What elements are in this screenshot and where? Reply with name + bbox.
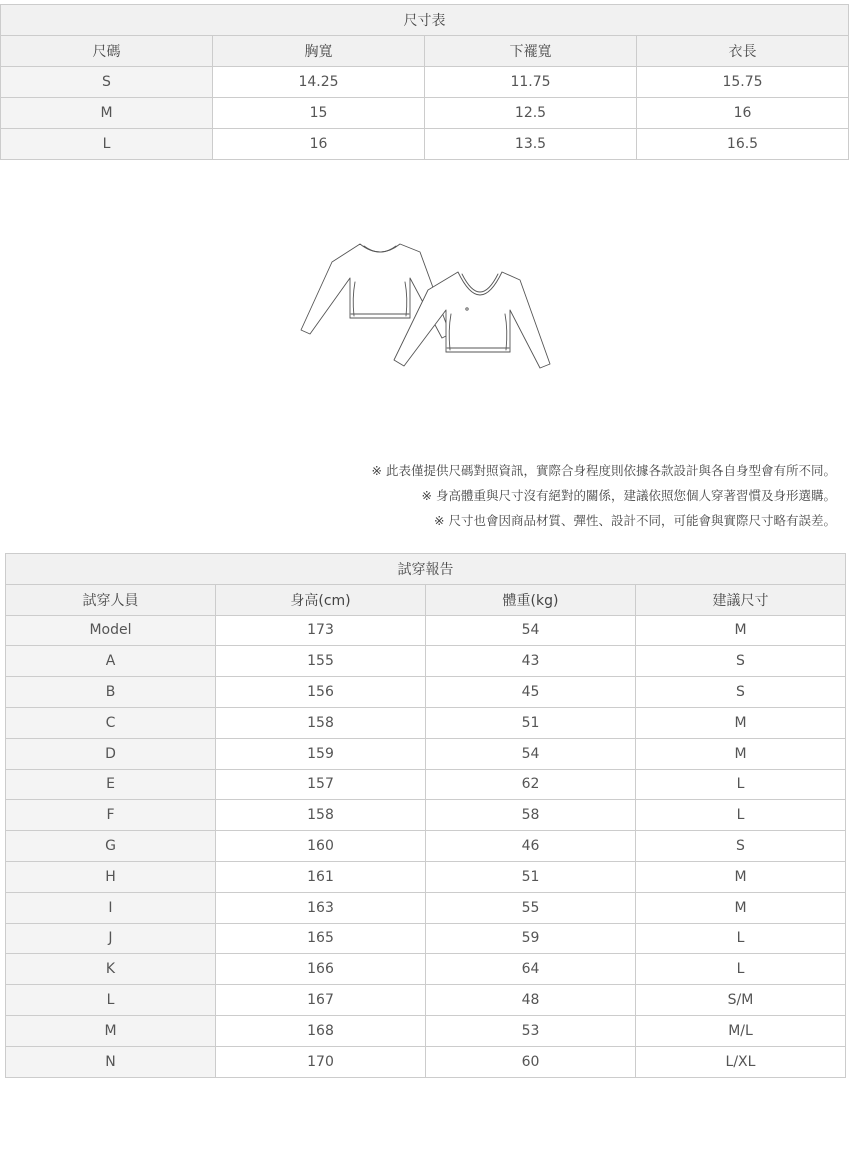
weight-cell: 55: [426, 892, 636, 923]
table-row: [6, 769, 846, 800]
tester-cell: H: [6, 861, 216, 892]
recommended-size-cell: S/M: [636, 985, 846, 1016]
length-cell: 15.75: [637, 67, 849, 98]
tester-cell: E: [6, 769, 216, 800]
length-cell: 16.5: [637, 129, 849, 160]
size-cell: M: [1, 98, 213, 129]
table-row: [6, 985, 846, 1016]
note-line: ※ 尺寸也會因商品材質、彈性、設計不同，可能會與實際尺寸略有誤差。: [434, 513, 836, 528]
table-row: [6, 677, 846, 708]
tester-cell: D: [6, 738, 216, 769]
table-row: [6, 954, 846, 985]
table-row: [1, 129, 849, 160]
recommended-size-cell: L: [636, 954, 846, 985]
recommended-size-cell: L/XL: [636, 1046, 846, 1077]
tester-cell: B: [6, 677, 216, 708]
tester-cell: G: [6, 831, 216, 862]
weight-cell: 64: [426, 954, 636, 985]
height-cell: 160: [216, 831, 426, 862]
tester-cell: Model: [6, 615, 216, 646]
height-cell: 161: [216, 861, 426, 892]
recommended-size-cell: S: [636, 677, 846, 708]
height-cell: 156: [216, 677, 426, 708]
height-cell: 157: [216, 769, 426, 800]
height-cell: 167: [216, 985, 426, 1016]
recommended-size-cell: L: [636, 800, 846, 831]
hem-cell: 11.75: [425, 67, 637, 98]
size-header-size: 尺碼: [1, 36, 213, 67]
table-row: [6, 615, 846, 646]
fit-header-tester: 試穿人員: [6, 584, 216, 615]
weight-cell: 46: [426, 831, 636, 862]
tester-cell: M: [6, 1015, 216, 1046]
height-cell: 166: [216, 954, 426, 985]
recommended-size-cell: M: [636, 861, 846, 892]
height-cell: 158: [216, 800, 426, 831]
height-cell: 159: [216, 738, 426, 769]
crop-top-long-sleeve-icon: [296, 238, 552, 372]
length-cell: 16: [637, 98, 849, 129]
tester-cell: F: [6, 800, 216, 831]
weight-cell: 45: [426, 677, 636, 708]
recommended-size-cell: M: [636, 738, 846, 769]
table-row: [6, 707, 846, 738]
hem-cell: 12.5: [425, 98, 637, 129]
height-cell: 168: [216, 1015, 426, 1046]
height-cell: 163: [216, 892, 426, 923]
size-header-chest: 胸寬: [213, 36, 425, 67]
chest-cell: 16: [213, 129, 425, 160]
recommended-size-cell: M: [636, 707, 846, 738]
tester-cell: I: [6, 892, 216, 923]
weight-cell: 43: [426, 646, 636, 677]
weight-cell: 51: [426, 707, 636, 738]
weight-cell: 51: [426, 861, 636, 892]
recommended-size-cell: M/L: [636, 1015, 846, 1046]
weight-cell: 48: [426, 985, 636, 1016]
tester-cell: L: [6, 985, 216, 1016]
recommended-size-cell: S: [636, 831, 846, 862]
recommended-size-cell: M: [636, 615, 846, 646]
size-chart-table: [0, 4, 849, 160]
size-cell: L: [1, 129, 213, 160]
weight-cell: 58: [426, 800, 636, 831]
table-row: [6, 738, 846, 769]
recommended-size-cell: L: [636, 769, 846, 800]
recommended-size-cell: S: [636, 646, 846, 677]
table-row: [6, 831, 846, 862]
height-cell: 158: [216, 707, 426, 738]
table-row: [1, 67, 849, 98]
fit-report-title: 試穿報告: [6, 554, 846, 585]
size-header-length: 衣長: [637, 36, 849, 67]
size-cell: S: [1, 67, 213, 98]
chest-cell: 14.25: [213, 67, 425, 98]
note-line: ※ 此表僅提供尺碼對照資訊，實際合身程度則依據各款設計與各自身型會有所不同。: [371, 463, 836, 478]
note-line: ※ 身高體重與尺寸沒有絕對的關係，建議依照您個人穿著習慣及身形選購。: [421, 488, 836, 503]
weight-cell: 59: [426, 923, 636, 954]
disclaimer-notes: [372, 458, 836, 533]
tester-cell: A: [6, 646, 216, 677]
table-row: [6, 1046, 846, 1077]
height-cell: 155: [216, 646, 426, 677]
height-cell: 165: [216, 923, 426, 954]
size-chart-title: 尺寸表: [1, 5, 849, 36]
height-cell: 170: [216, 1046, 426, 1077]
recommended-size-cell: L: [636, 923, 846, 954]
weight-cell: 62: [426, 769, 636, 800]
size-header-hem: 下襬寬: [425, 36, 637, 67]
tester-cell: N: [6, 1046, 216, 1077]
recommended-size-cell: M: [636, 892, 846, 923]
fit-report-table: [5, 553, 846, 1078]
tester-cell: K: [6, 954, 216, 985]
weight-cell: 60: [426, 1046, 636, 1077]
tester-cell: C: [6, 707, 216, 738]
table-row: [1, 98, 849, 129]
fit-header-recommended-size: 建議尺寸: [636, 584, 846, 615]
table-row: [6, 1015, 846, 1046]
hem-cell: 13.5: [425, 129, 637, 160]
weight-cell: 53: [426, 1015, 636, 1046]
weight-cell: 54: [426, 615, 636, 646]
tester-cell: J: [6, 923, 216, 954]
table-row: [6, 923, 846, 954]
table-row: [6, 892, 846, 923]
weight-cell: 54: [426, 738, 636, 769]
fit-header-height: 身高(cm): [216, 584, 426, 615]
table-row: [6, 800, 846, 831]
table-row: [6, 861, 846, 892]
chest-cell: 15: [213, 98, 425, 129]
fit-header-weight: 體重(kg): [426, 584, 636, 615]
table-row: [6, 646, 846, 677]
height-cell: 173: [216, 615, 426, 646]
